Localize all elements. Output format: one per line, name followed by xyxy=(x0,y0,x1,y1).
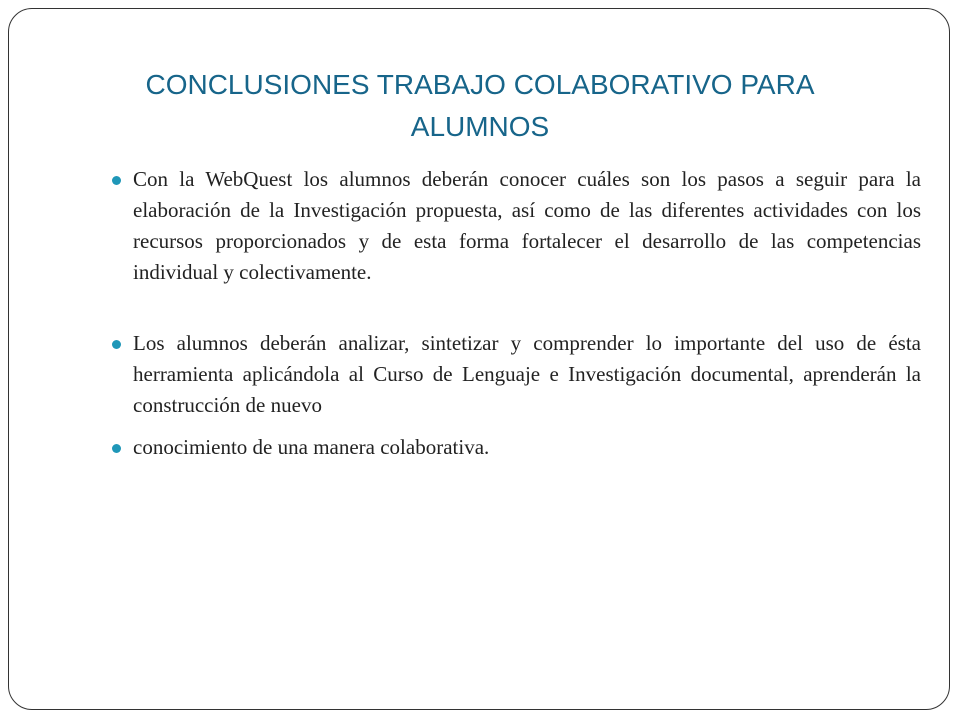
bullet-dot-icon xyxy=(112,340,121,349)
bullet-text: Los alumnos deberán analizar, sintetizar y comprender lo importante del uso de ésta herramienta aplicándola al Curso de Lenguaje e Investigación documental, aprenderán la construcción de nuevo xyxy=(133,331,921,417)
slide-title xyxy=(9,64,951,148)
bullet-dot-icon xyxy=(112,176,121,185)
slide xyxy=(8,8,950,710)
bullet-dot-icon xyxy=(112,444,121,453)
slide-title-line-2: ALUMNOS xyxy=(410,111,550,142)
bullet-item xyxy=(105,328,921,421)
slide-title-line-1: CONCLUSIONES TRABAJO COLABORATIVO PARA xyxy=(145,69,815,100)
bullet-text: conocimiento de una manera colaborativa. xyxy=(133,435,490,459)
bullet-text: Con la WebQuest los alumnos deberán conocer cuáles son los pasos a seguir para la elaboración de la Investigación propuesta, así como de las diferentes actividades con los recursos proporcionados y de esta forma fortalecer el desarrollo de las competencias individual y colectivamente. xyxy=(133,167,921,284)
bullet-item xyxy=(105,432,921,463)
bullet-item xyxy=(105,164,921,288)
bullet-list xyxy=(105,164,921,463)
